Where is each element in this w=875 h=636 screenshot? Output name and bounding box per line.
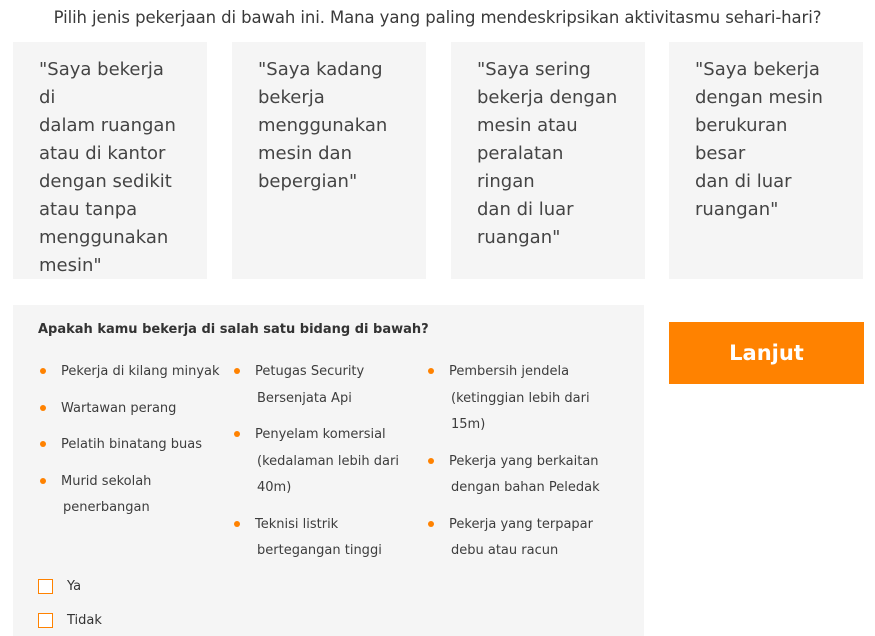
- list-item-text: dengan bahan Peledak: [451, 480, 600, 495]
- list-item-text: 15m): [451, 417, 486, 432]
- list-item-text: Penyelam komersial: [255, 427, 386, 442]
- list-item-text: Pekerja yang berkaitan: [449, 453, 599, 469]
- card-line: dan di luar: [695, 171, 792, 192]
- bullet-icon: [40, 478, 46, 484]
- card-line: menggunakan: [39, 227, 169, 248]
- list-item-text: 40m): [257, 480, 292, 495]
- list-item-text: penerbangan: [63, 500, 150, 515]
- list-item: [232, 512, 422, 565]
- list-item: [232, 359, 422, 412]
- card-line: menggunakan: [258, 115, 388, 136]
- job-card-heavy-machinery[interactable]: [669, 42, 863, 279]
- card-line: peralatan ringan: [477, 143, 564, 192]
- list-item-text: (kedalaman lebih dari: [257, 453, 399, 469]
- list-item-text: Pelatih binatang buas: [61, 437, 203, 452]
- list-item-text: bertegangan tinggi: [257, 543, 382, 558]
- option-no-label: Tidak: [67, 613, 102, 628]
- list-item-text: Pekerja yang terpapar: [449, 516, 593, 532]
- list-item-text: debu atau racun: [451, 543, 559, 558]
- bullet-icon: [40, 405, 46, 411]
- list-item-text: Petugas Security: [255, 364, 365, 379]
- card-line: dengan sedikit: [39, 171, 172, 192]
- card-line: "Saya sering: [477, 59, 591, 80]
- card-line: mesin dan: [258, 143, 352, 164]
- hazard-list-column-1: [38, 359, 228, 532]
- list-item-text: (ketinggian lebih dari: [451, 390, 590, 406]
- list-item-text: Teknisi listrik: [255, 516, 339, 532]
- bullet-icon: [40, 368, 46, 374]
- list-item-text: Murid sekolah: [61, 473, 152, 489]
- option-no[interactable]: [38, 613, 102, 628]
- continue-button[interactable]: Lanjut: [669, 322, 864, 384]
- list-item-text: Pekerja di kilang minyak: [61, 364, 220, 379]
- hazard-fields-panel: [13, 305, 644, 636]
- card-line: dan di luar: [477, 199, 574, 220]
- card-line: "Saya bekerja: [695, 59, 820, 80]
- hazard-list-column-2: [232, 359, 422, 575]
- card-line: bekerja dengan: [477, 87, 618, 108]
- list-item-text: Bersenjata Api: [257, 390, 352, 406]
- bullet-icon: [428, 458, 434, 464]
- option-yes-label: Ya: [67, 579, 82, 594]
- card-line: bekerja: [258, 87, 325, 108]
- card-line: "Saya bekerja di: [39, 59, 164, 108]
- bullet-icon: [234, 431, 240, 437]
- list-item: [426, 449, 626, 502]
- question-heading: Pilih jenis pekerjaan di bawah ini. Mana yang paling mendeskripsikan aktivitasmu sehari-hari?: [53, 8, 822, 27]
- list-item: [38, 396, 228, 423]
- list-item: [426, 512, 626, 565]
- card-line: berukuran besar: [695, 115, 788, 164]
- card-line: mesin atau: [477, 115, 578, 136]
- card-line: mesin": [39, 255, 102, 276]
- list-item: [426, 359, 626, 439]
- card-line: bepergian": [258, 171, 358, 192]
- bullet-icon: [40, 441, 46, 447]
- card-line: "Saya kadang: [258, 59, 383, 80]
- checkbox-no[interactable]: [38, 613, 53, 628]
- list-item: [38, 432, 228, 459]
- list-item: [38, 469, 228, 522]
- card-line: atau tanpa: [39, 199, 138, 220]
- card-line: dengan mesin: [695, 87, 823, 108]
- job-card-sometimes-machines[interactable]: [232, 42, 426, 279]
- card-line: dalam ruangan: [39, 115, 176, 136]
- list-item: [232, 422, 422, 502]
- option-yes[interactable]: [38, 579, 81, 594]
- list-item-text: Wartawan perang: [61, 400, 177, 416]
- card-line: ruangan": [477, 227, 561, 248]
- list-item: [38, 359, 228, 386]
- checkbox-yes[interactable]: [38, 579, 53, 594]
- bullet-icon: [428, 521, 434, 527]
- hazard-list-column-3: [426, 359, 626, 575]
- bullet-icon: [234, 368, 240, 374]
- job-card-light-equipment[interactable]: [451, 42, 645, 279]
- card-line: atau di kantor: [39, 143, 166, 164]
- bullet-icon: [428, 368, 434, 374]
- panel-title: Apakah kamu bekerja di salah satu bidang di bawah?: [38, 322, 429, 337]
- job-card-office[interactable]: [13, 42, 207, 279]
- list-item-text: Pembersih jendela: [449, 364, 570, 379]
- card-line: ruangan": [695, 199, 779, 220]
- bullet-icon: [234, 521, 240, 527]
